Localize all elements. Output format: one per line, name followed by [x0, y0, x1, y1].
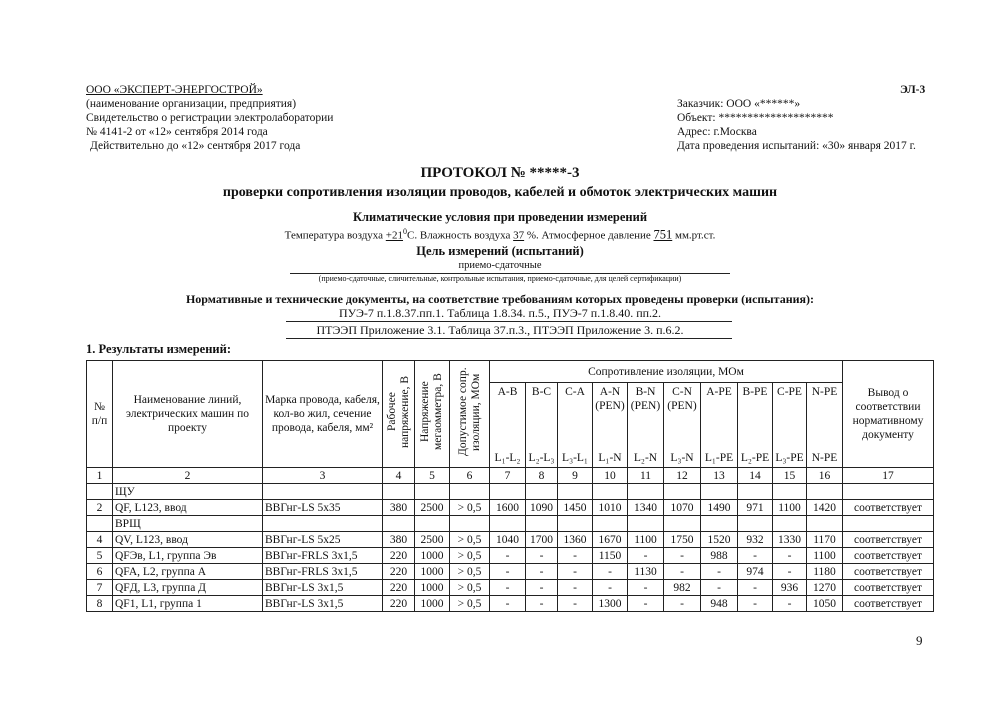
phase-pair: C-A [565, 386, 585, 398]
table-cell: 974 [738, 564, 773, 580]
phase-header [593, 383, 628, 468]
table-cell: - [490, 564, 526, 580]
table-cell: соответствует [843, 548, 934, 564]
org-name-caption: (наименование организации, предприятия) [86, 98, 297, 110]
table-row [87, 500, 934, 516]
column-number: 6 [450, 468, 490, 484]
phase-header [628, 383, 664, 468]
table-cell: 1330 [773, 532, 807, 548]
table-cell: 1100 [628, 532, 664, 548]
table-cell: 1050 [807, 596, 843, 612]
table-cell: 936 [773, 580, 807, 596]
empty-cell [558, 516, 593, 532]
header-number: № п/п [87, 361, 113, 468]
norms-line-1: ПУЭ-7 п.1.8.37.пп.1. Таблица 1.8.34. п.5., ПУЭ-7 п.1.8.40. пп.2. [338, 306, 662, 320]
table-cell: 1340 [628, 500, 664, 516]
empty-cell [526, 516, 558, 532]
table-cell: - [558, 580, 593, 596]
table-cell: 1100 [773, 500, 807, 516]
empty-cell [526, 484, 558, 500]
empty-cell [807, 484, 843, 500]
column-number: 9 [558, 468, 593, 484]
table-cell: соответствует [843, 580, 934, 596]
protocol-subtitle: проверки сопротивления изоляции проводов, кабелей и обмоток электрических машин [222, 185, 778, 200]
table-cell: 5 [87, 548, 113, 564]
table-row [87, 532, 934, 548]
table-cell: 1180 [807, 564, 843, 580]
table-cell: 4 [87, 532, 113, 548]
empty-cell [558, 484, 593, 500]
table-cell: > 0,5 [450, 564, 490, 580]
phase-pair: A-B [497, 386, 518, 398]
table-cell: - [664, 548, 701, 564]
phase-header [664, 383, 701, 468]
table-cell: - [701, 580, 738, 596]
table-cell: 8 [87, 596, 113, 612]
column-number: 15 [773, 468, 807, 484]
table-cell: QV, L123, ввод [113, 532, 263, 548]
phase-header [701, 383, 738, 468]
empty-cell [383, 516, 415, 532]
table-cell: 220 [383, 548, 415, 564]
table-cell: - [664, 596, 701, 612]
phase-line-pair: L₂-L₃ [528, 452, 555, 464]
header-cable-mark: Марка провода, кабеля, кол-во жил, сечение провода, кабеля, мм² [263, 361, 383, 468]
empty-cell [450, 484, 490, 500]
phase-header [807, 383, 843, 468]
table-cell: ВВГнг-LS 3х1,5 [263, 596, 383, 612]
pressure-label: %. Атмосферное давление [524, 229, 654, 242]
table-cell: 2500 [415, 500, 450, 516]
table-cell: 1000 [415, 580, 450, 596]
column-number: 1 [87, 468, 113, 484]
empty-cell [490, 516, 526, 532]
table-cell: соответствует [843, 564, 934, 580]
column-number: 11 [628, 468, 664, 484]
table-cell: 380 [383, 532, 415, 548]
empty-cell [628, 516, 664, 532]
table-cell: - [490, 548, 526, 564]
table-cell: 1670 [593, 532, 628, 548]
table-cell: - [628, 580, 664, 596]
norms-line-2-rule [286, 338, 732, 339]
empty-cell [773, 516, 807, 532]
table-cell: ВВГнг-FRLS 3х1,5 [263, 564, 383, 580]
table-cell: QFA, L2, группа А [113, 564, 263, 580]
phase-line-pair: L₁-N [598, 452, 622, 464]
table-cell: 2500 [415, 532, 450, 548]
customer: Заказчик: ООО «******» [677, 98, 801, 110]
table-cell: 932 [738, 532, 773, 548]
table-cell: ВВГнг-LS 3х1,5 [263, 580, 383, 596]
column-number: 8 [526, 468, 558, 484]
empty-cell [807, 516, 843, 532]
empty-cell [664, 516, 701, 532]
empty-cell [450, 516, 490, 532]
phase-pair: N-PE [811, 386, 838, 398]
table-cell: 220 [383, 564, 415, 580]
empty-cell [773, 484, 807, 500]
phase-pair: A-N (PEN) [595, 386, 625, 412]
table-cell: 1170 [807, 532, 843, 548]
phase-header [738, 383, 773, 468]
phase-line-pair: L₂-PE [740, 452, 770, 464]
table-cell: 6 [87, 564, 113, 580]
table-cell: QF, L123, ввод [113, 500, 263, 516]
table-cell: 948 [701, 596, 738, 612]
header-allowed-resistance-text: Допустимое сопр. изоляции, МОм [456, 367, 482, 457]
table-cell: 1520 [701, 532, 738, 548]
table-cell: QFД, L3, группа Д [113, 580, 263, 596]
table-cell: 1450 [558, 500, 593, 516]
table-cell: > 0,5 [450, 580, 490, 596]
table-cell: - [526, 564, 558, 580]
norms-heading: Нормативные и технические документы, на соответствие требованиям которых проведены проверки (испытания): [185, 292, 815, 306]
cert-line-1: Свидетельство о регистрации электролаборатории [86, 112, 334, 124]
table-cell: QF1, L1, группа 1 [113, 596, 263, 612]
degree-sign: 0 [403, 227, 408, 236]
table-cell: 7 [87, 580, 113, 596]
table-cell: 1490 [701, 500, 738, 516]
empty-cell [263, 516, 383, 532]
climate-values [0, 227, 1000, 243]
pressure-value: 751 [653, 227, 673, 242]
column-number: 16 [807, 468, 843, 484]
humidity-label: С. Влажность воздуха [407, 229, 514, 242]
table-cell: 1150 [593, 548, 628, 564]
table-cell: ВВГнг-LS 5х25 [263, 532, 383, 548]
address: Адрес: г.Москва [677, 126, 757, 138]
table-cell: 1000 [415, 564, 450, 580]
header-megger-voltage [415, 361, 450, 468]
empty-cell [843, 516, 934, 532]
header-line-name: Наименование линий, электрических машин по проекту [113, 361, 263, 468]
empty-cell [415, 484, 450, 500]
table-cell: 1360 [558, 532, 593, 548]
table-cell: > 0,5 [450, 500, 490, 516]
table-cell: - [526, 548, 558, 564]
empty-cell [87, 516, 113, 532]
object: Объект: ******************** [677, 112, 834, 124]
group-name: ВРЩ [113, 516, 263, 532]
empty-cell [664, 484, 701, 500]
table-cell: 1010 [593, 500, 628, 516]
header-megger-voltage-text: Напряжение мегаомметра, В [419, 373, 444, 451]
table-cell: 1100 [807, 548, 843, 564]
phase-pair: B-PE [742, 386, 768, 398]
column-number: 2 [113, 468, 263, 484]
column-number: 5 [415, 468, 450, 484]
table-cell: - [593, 580, 628, 596]
phase-line-pair: L₃-L₁ [562, 452, 588, 464]
table-cell: 1000 [415, 596, 450, 612]
phase-header [773, 383, 807, 468]
table-cell: - [773, 548, 807, 564]
test-date: Дата проведения испытаний: «30» января 2017 г. [677, 140, 916, 152]
table-cell: - [558, 548, 593, 564]
table-cell: 1070 [664, 500, 701, 516]
table-cell: - [526, 580, 558, 596]
norms-line-2: ПТЭЭП Приложение 3.1. Таблица 37.п.3., ПТЭЭП Приложение 3. п.6.2. [316, 323, 684, 337]
empty-cell [843, 484, 934, 500]
phase-pair: C-N (PEN) [667, 386, 697, 412]
temperature-value: +21 [385, 229, 404, 242]
phase-line-pair: L₃-PE [775, 452, 804, 464]
phase-pair: B-N (PEN) [630, 386, 661, 412]
table-cell: - [773, 596, 807, 612]
phase-line-pair: L₁-PE [704, 452, 734, 464]
results-table [86, 360, 934, 612]
header-allowed-resistance [450, 361, 490, 468]
table-cell: 1420 [807, 500, 843, 516]
table-cell: ВВГнг-LS 5х35 [263, 500, 383, 516]
table-cell: - [593, 564, 628, 580]
table-cell: 380 [383, 500, 415, 516]
table-cell: 1300 [593, 596, 628, 612]
form-code: ЭЛ-3 [900, 84, 926, 96]
empty-cell [738, 516, 773, 532]
phase-line-pair: L₁-L₂ [494, 452, 521, 464]
table-cell: QFЭв, L1, группа Эв [113, 548, 263, 564]
header-insulation-resistance: Сопротивление изоляции, МОм [490, 361, 843, 383]
table-cell: ВВГнг-FRLS 3х1,5 [263, 548, 383, 564]
table-cell: - [738, 580, 773, 596]
temp-label: Температура воздуха [284, 229, 386, 242]
table-cell: > 0,5 [450, 548, 490, 564]
table-cell: 2 [87, 500, 113, 516]
phase-pair: A-PE [706, 386, 732, 398]
valid-until: Действительно до «12» сентября 2017 года [90, 140, 301, 152]
table-row [87, 596, 934, 612]
column-number: 12 [664, 468, 701, 484]
norms-line-1-rule [286, 321, 732, 322]
org-name: ООО «ЭКСПЕРТ-ЭНЕРГОСТРОЙ» [86, 84, 263, 96]
table-cell: 1270 [807, 580, 843, 596]
table-cell: 220 [383, 580, 415, 596]
phase-header [526, 383, 558, 468]
table-cell: - [628, 596, 664, 612]
protocol-title: ПРОТОКОЛ № *****-3 [420, 165, 580, 181]
table-cell: 988 [701, 548, 738, 564]
table-cell: - [738, 596, 773, 612]
table-cell: - [701, 564, 738, 580]
table-cell: 1040 [490, 532, 526, 548]
empty-cell [593, 516, 628, 532]
table-cell: - [773, 564, 807, 580]
empty-cell [383, 484, 415, 500]
header-conclusion: Вывод о соответствии нормативному документу [843, 361, 934, 468]
table-cell: 982 [664, 580, 701, 596]
phase-line-pair: N-PE [811, 452, 838, 464]
group-name: ЩУ [113, 484, 263, 500]
table-cell: - [490, 596, 526, 612]
empty-cell [738, 484, 773, 500]
group-row [87, 484, 934, 500]
table-cell: соответствует [843, 596, 934, 612]
table-cell: 1700 [526, 532, 558, 548]
purpose-heading: Цель измерений (испытаний) [416, 244, 584, 258]
table-cell: - [558, 564, 593, 580]
table-row [87, 564, 934, 580]
header-working-voltage-text: Рабочее напряжение, В [385, 375, 411, 449]
column-number: 14 [738, 468, 773, 484]
phase-line-pair: L₃-N [670, 452, 694, 464]
phase-line-pair: L₂-N [633, 452, 658, 464]
empty-cell [628, 484, 664, 500]
empty-cell [87, 484, 113, 500]
column-number: 10 [593, 468, 628, 484]
climate-heading: Климатические условия при проведении измерений [352, 210, 648, 224]
table-cell: - [526, 596, 558, 612]
purpose-caption: (приемо-сдаточные, сличительные, контрольные испытания, приемо-сдаточные, для целей сертификации) [318, 274, 682, 283]
column-number: 3 [263, 468, 383, 484]
column-number: 17 [843, 468, 934, 484]
empty-cell [415, 516, 450, 532]
phase-pair: B-C [531, 386, 552, 398]
phase-pair: C-PE [777, 386, 802, 398]
table-cell: > 0,5 [450, 596, 490, 612]
table-cell: соответствует [843, 532, 934, 548]
column-number: 7 [490, 468, 526, 484]
table-cell: 220 [383, 596, 415, 612]
table-cell: 1000 [415, 548, 450, 564]
table-cell: 971 [738, 500, 773, 516]
phase-header [558, 383, 593, 468]
table-cell: - [738, 548, 773, 564]
table-cell: - [558, 596, 593, 612]
empty-cell [593, 484, 628, 500]
pressure-unit: мм.рт.ст. [672, 229, 716, 242]
column-number: 4 [383, 468, 415, 484]
header-working-voltage [383, 361, 415, 468]
empty-cell [263, 484, 383, 500]
section-title: 1. Результаты измерений: [86, 342, 231, 356]
table-cell: соответствует [843, 500, 934, 516]
column-number: 13 [701, 468, 738, 484]
table-row [87, 548, 934, 564]
table-cell: - [664, 564, 701, 580]
table-cell: 1750 [664, 532, 701, 548]
table-row [87, 580, 934, 596]
group-row [87, 516, 934, 532]
table-cell: 1130 [628, 564, 664, 580]
page-number: 9 [916, 633, 923, 648]
table-cell: 1600 [490, 500, 526, 516]
humidity-value: 37 [513, 229, 525, 242]
phase-header [490, 383, 526, 468]
purpose-value: приемо-сдаточные [458, 260, 542, 271]
empty-cell [490, 484, 526, 500]
table-cell: - [628, 548, 664, 564]
empty-cell [701, 516, 738, 532]
table-cell: - [490, 580, 526, 596]
cert-line-2: № 4141-2 от «12» сентября 2014 года [86, 126, 268, 138]
table-cell: 1090 [526, 500, 558, 516]
table-cell: > 0,5 [450, 532, 490, 548]
empty-cell [701, 484, 738, 500]
